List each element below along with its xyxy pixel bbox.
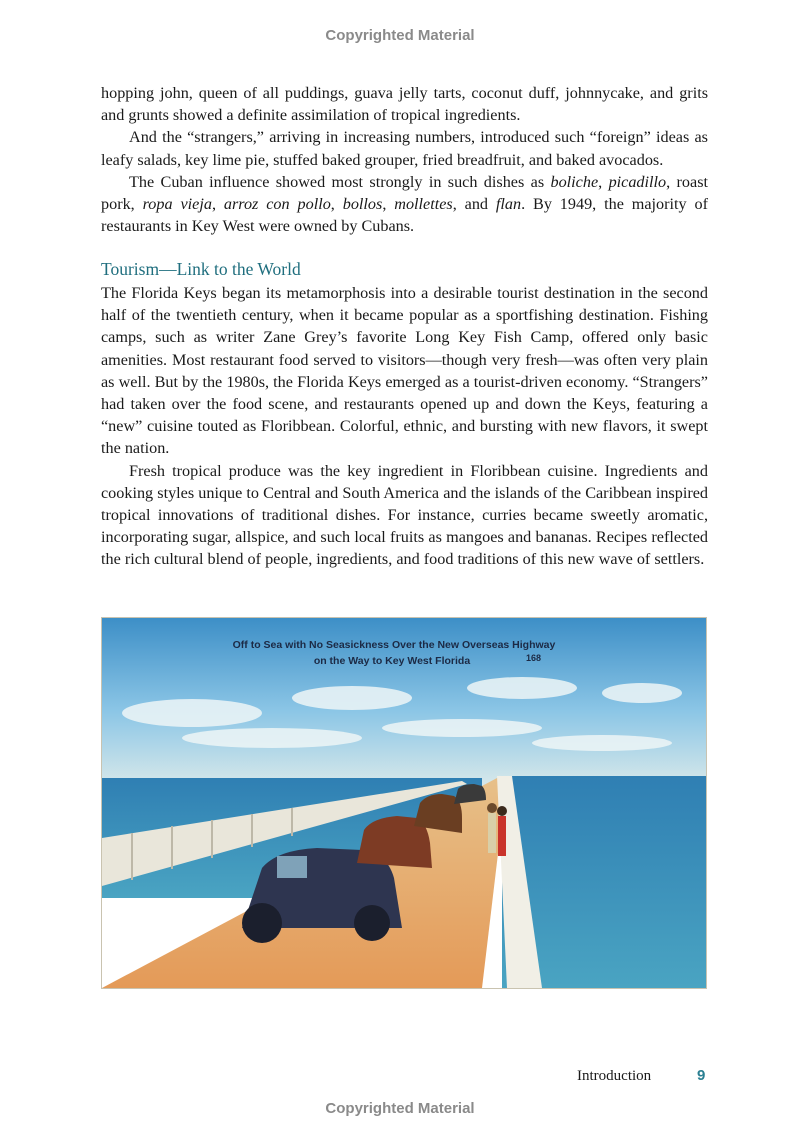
page-number: 9: [697, 1067, 706, 1084]
paragraph-cuban-influence: The Cuban influence showed most strongly in such dishes as boliche, picadillo, roast pork, ropa vieja, arroz con pollo, bollos, mollettes, and flan. By 1949, the majority of restaurants in Key West were owned by Cubans.: [101, 172, 709, 236]
paragraph-floribbean-cuisine: Fresh tropical produce was the key ingredient in Floribbean cuisine. Ingredients and cooking styles unique to Central and South America and the islands of the Caribbean inspired tropical innovations of traditional dishes. For instance, curries became sweetly aromatic, incorporating sugar, allspice, and such local fruits as mangoes and bananas. Recipes reflected the rich cultural blend of people, ingredients, and food traditions of this new wave of settlers.: [101, 461, 708, 569]
postcard-caption-line2: on the Way to Key West Florida: [313, 655, 471, 667]
copyright-watermark-bottom: Copyrighted Material: [325, 1100, 475, 1117]
postcard-caption-line1: Off to Sea with No Seasickness Over the New Overseas Highway: [232, 639, 556, 651]
paragraph-keys-metamorphosis: The Florida Keys began its metamorphosis into a desirable tourist destination in the second half of the twentieth century, when it became popular as a sportfishing destination. Fishing camps, such as writer Zane Grey’s favorite Long Key Fish Camp, offered only basic amenities. Most restaurant food served to visitors—though very fresh—was often very plain as well. But by the 1980s, the Florida Keys emerged as a tourist-driven economy. “Strangers” had taken over the food scene, and restaurants opened up and down the Keys, featuring a “new” cuisine touted as Floribbean. Colorful, ethnic, and bursting with new flavors, it swept the nation.: [101, 284, 708, 458]
overseas-highway-postcard: [101, 617, 707, 989]
paragraph-tropical-ingredients: hopping john, queen of all puddings, guava jelly tarts, coconut duff, johnnycake, and grits and grunts showed a definite assimilation of tropical ingredients.: [101, 84, 708, 125]
postcard-number: 168: [526, 653, 542, 663]
copyright-watermark-top: Copyrighted Material: [325, 27, 475, 44]
intro-text-block: [101, 82, 708, 237]
paragraph-strangers: And the “strangers,” arriving in increasing numbers, introduced such “foreign” ideas as leafy salads, key lime pie, stuffed baked grouper, fried breadfruit, and baked avocados.: [101, 128, 708, 169]
running-footer-title: Introduction: [577, 1068, 652, 1084]
section-heading: Tourism—Link to the World: [101, 259, 301, 279]
tourism-text-block: [101, 282, 708, 571]
